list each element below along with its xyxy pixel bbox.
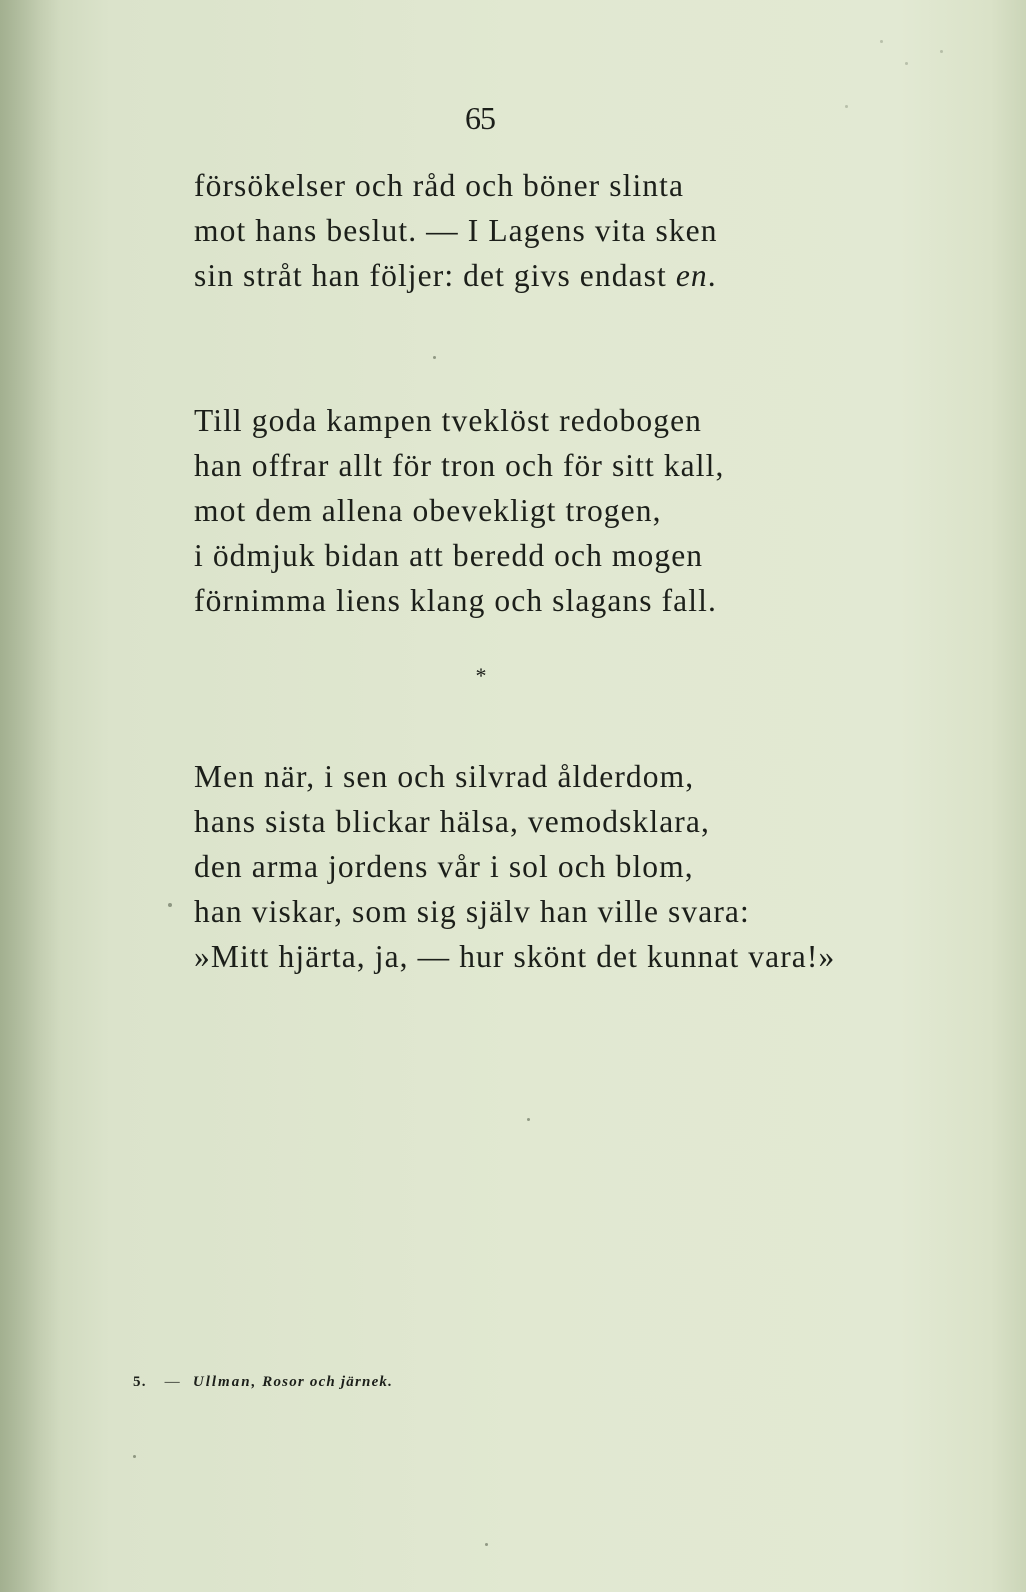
verse-line: hans sista blickar hälsa, vemodsklara, (194, 804, 710, 839)
verse-line: den arma jordens vår i sol och blom, (194, 849, 694, 884)
verse-line: förnimma liens klang och slagans fall. (194, 583, 717, 618)
verse-line: försökelser och råd och böner slinta (194, 168, 685, 203)
paper-speck (485, 1543, 488, 1546)
verse-line: Till goda kampen tveklöst redobogen (194, 403, 703, 438)
verse-line (194, 253, 718, 298)
signature-footer (133, 1374, 393, 1391)
page-number: 65 (465, 100, 495, 136)
emphasized-word: en (675, 258, 708, 293)
footer-dash: — (164, 1374, 181, 1390)
verse-line: mot hans beslut. — I Lagens vita sken (194, 213, 718, 248)
section-divider-asterisk: * (475, 663, 487, 688)
footer-title: Rosor och järnek. (262, 1374, 394, 1390)
paper-speck (905, 62, 908, 65)
verse-line-text: sin stråt han följer: det givs endast (194, 258, 676, 293)
footer-author: Ullman, (192, 1374, 258, 1390)
verse-line: han viskar, som sig själv han ville svara: (194, 894, 750, 929)
paper-speck (880, 40, 883, 43)
paper-speck (940, 50, 943, 53)
paper-speck (845, 105, 848, 108)
paper-speck (168, 903, 172, 907)
verse-line: mot dem allena obevekligt trogen, (194, 493, 662, 528)
stanza-3 (194, 754, 835, 979)
paper-speck (527, 1118, 530, 1121)
stanza-1 (194, 163, 718, 298)
verse-line: Men när, i sen och silvrad ålderdom, (194, 759, 695, 794)
verse-line: han offrar allt för tron och för sitt kall, (194, 448, 725, 483)
verse-line: »Mitt hjärta, ja, — hur skönt det kunnat vara!» (194, 939, 836, 974)
paper-speck (433, 356, 436, 359)
spine-shadow (0, 0, 60, 1592)
verse-line: i ödmjuk bidan att beredd och mogen (194, 538, 704, 573)
signature-mark: 5. (133, 1374, 147, 1390)
paper-speck (133, 1455, 136, 1458)
verse-line-punct: . (707, 258, 717, 293)
stanza-2 (194, 398, 724, 623)
